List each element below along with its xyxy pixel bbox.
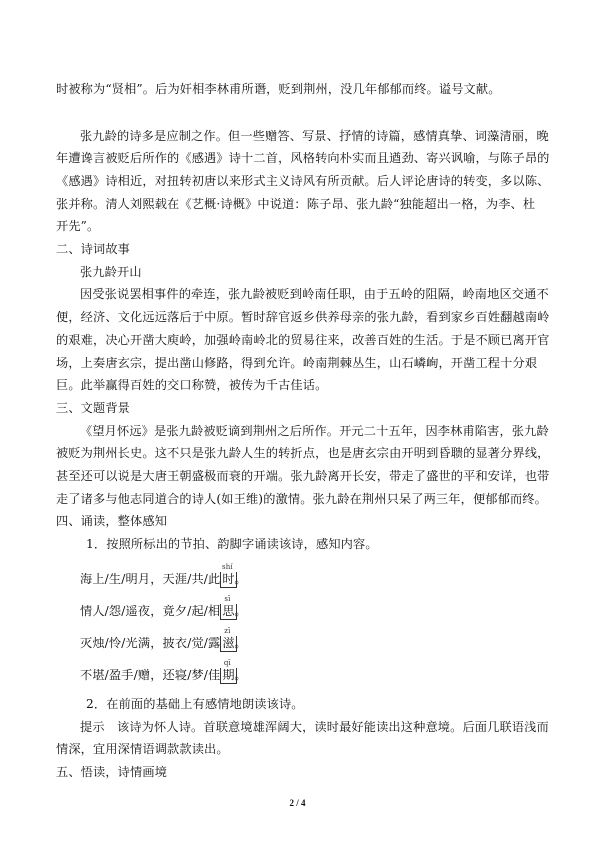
poem-line-1 <box>80 563 247 588</box>
punct: 。 <box>234 604 247 618</box>
text-line: 巨。此举赢得百姓的交口称赞，被传为千古佳话。 <box>56 378 328 392</box>
tip-line: 提示 该诗为怀人诗。首联意境雄浑阔大，读时最好能读出这种意境。后面几联语浅而 <box>80 720 549 734</box>
rhyme-word: 滋 <box>222 636 235 650</box>
punct: 。 <box>234 572 247 586</box>
section-heading-4: 四、诵读，整体感知 <box>56 514 168 528</box>
text-line: 张并称。清人刘熙载在《艺概·诗概》中说道：陈子昂、张九龄“独能超出一格，为李、杜 <box>56 197 536 211</box>
poem-text: 不堪/盈手/赠，还寝/梦/佳 <box>80 668 221 682</box>
tip-line: 情深，宜用深情语调款款读出。 <box>56 742 229 756</box>
text-line: 甚至还可以说是大唐王朝盛极而衰的开端。张九龄离开长安，带走了盛世的平和安详，也带 <box>56 469 550 483</box>
rhyme-char <box>220 659 235 684</box>
poem-line-4 <box>80 659 247 684</box>
text-line: 场，上奏唐玄宗，提出凿山修路，得到允许。岭南荆棘丛生，山石嶙峋，开凿工程十分艰 <box>56 356 538 370</box>
section-heading-2: 二、诗词故事 <box>56 242 131 256</box>
poem-text: 海上/生/明月，天涯/共/此 <box>80 572 221 586</box>
pinyin: qī <box>223 659 231 667</box>
rhyme-word: 思 <box>222 604 235 618</box>
rhyme-char <box>220 595 235 620</box>
task-2: 2．在前面的基础上有感情地朗读该诗。 <box>86 697 304 711</box>
pinyin: sī <box>224 595 231 603</box>
text-line: 便，经济、文化远远落后于中原。暂时辞官返乡供养母亲的张九龄，看到家乡百姓翻越南岭 <box>56 310 550 324</box>
poem-line-3 <box>80 627 247 652</box>
text-line: 《感遇》诗相近，对扭转初唐以来形式主义诗风有所贡献。后人评论唐诗的转变，多以陈、 <box>56 174 550 188</box>
section-heading-5: 五、悟读，诗情画境 <box>56 765 168 779</box>
punct: 。 <box>234 668 247 682</box>
rhyme-char <box>220 563 235 588</box>
task-1: 1．按照所标出的节拍、韵脚字诵读该诗，感知内容。 <box>86 537 378 551</box>
poem-text: 情人/怨/遥夜，竟夕/起/相 <box>80 604 221 618</box>
rhyme-word: 期 <box>222 668 235 682</box>
page-number: 2 / 4 <box>289 798 306 808</box>
text-line: 开先”。 <box>56 219 100 233</box>
text-line: 因受张说罢相事件的牵连，张九龄被贬到岭南任职，由于五岭的阻隔，岭南地区交通不 <box>80 287 549 301</box>
story-title: 张九龄开山 <box>80 265 142 279</box>
text-line: 的艰难，决心开凿大庾岭，加强岭南岭北的贸易往来，改善百姓的生活。于是不顾已离开官 <box>56 333 550 347</box>
pinyin: shí <box>222 563 233 571</box>
text-line: 张九龄的诗多是应制之作。但一些赠答、写景、抒情的诗篇，感情真挚、词藻清丽，晚 <box>80 129 549 143</box>
rhyme-word: 时 <box>222 572 235 586</box>
text-line: 时被称为“贤相”。后为奸相李林甫所谮，贬到荆州，没几年郁郁而终。谥号文献。 <box>56 82 501 96</box>
text-line: 被贬为荆州长史。这不只是张九龄人生的转折点，也是唐玄宗由开明到昏聩的显著分界线， <box>56 446 550 460</box>
rhyme-char <box>220 627 235 652</box>
poem-text: 灭烛/怜/光满，披衣/觉/露 <box>80 636 221 650</box>
pinyin: zī <box>224 627 231 635</box>
text-line: 走了诸多与他志同道合的诗人(如王维)的激情。张九龄在荆州只呆了两三年，便郁郁而终。 <box>56 492 547 506</box>
text-line: 年遭谗言被贬后所作的《感遇》诗十二首，风格转向朴实而且遒劲、寄兴讽喻，与陈子昂的 <box>56 151 550 165</box>
poem-line-2 <box>80 595 247 620</box>
text-line: 《望月怀远》是张九龄被贬谪到荆州之后所作。开元二十五年，因李林甫陷害，张九龄 <box>80 424 549 438</box>
section-heading-3: 三、文题背景 <box>56 401 131 415</box>
punct: 。 <box>234 636 247 650</box>
